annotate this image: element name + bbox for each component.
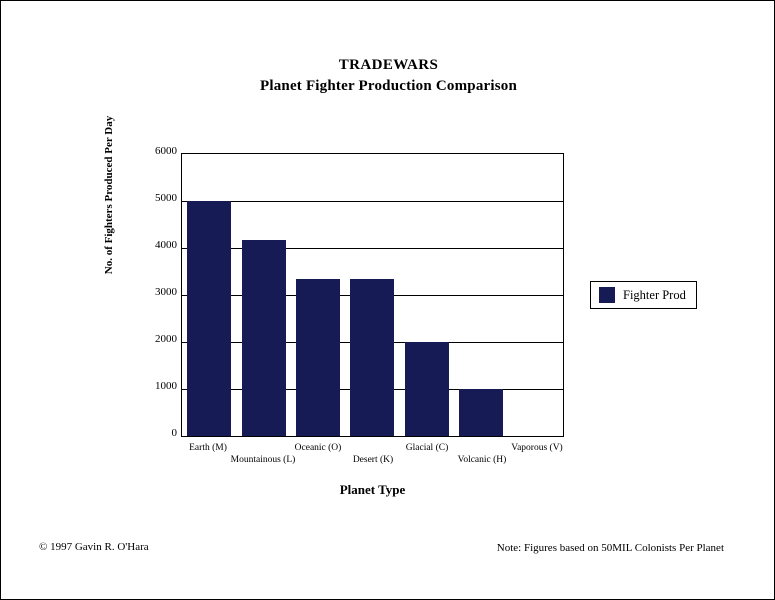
- bar-slot: [509, 154, 563, 436]
- x-tick-label: Earth (M): [189, 443, 227, 453]
- chart-subtitle: Planet Fighter Production Comparison: [259, 78, 518, 94]
- bar-slot: [291, 154, 345, 436]
- x-tick-label: Volcanic (H): [457, 455, 507, 465]
- x-tick-label: Mountainous (L): [230, 455, 296, 465]
- bar: [242, 240, 286, 436]
- bar-slot: [182, 154, 236, 436]
- y-axis-title: No. of Fighters Produced Per Day: [103, 115, 115, 275]
- chart-legend: [590, 281, 697, 309]
- copyright-text: © 1997 Gavin R. O'Hara: [39, 541, 149, 553]
- y-tick-label: 3000: [155, 286, 177, 298]
- y-tick-label: 5000: [155, 192, 177, 204]
- y-tick-label: 0: [171, 427, 177, 439]
- chart-title: TRADEWARS: [338, 57, 439, 73]
- chart-title-block: [1, 55, 775, 97]
- bar: [296, 279, 340, 436]
- bar: [405, 342, 449, 436]
- bar: [187, 201, 231, 436]
- x-tick-label: Glacial (C): [405, 443, 449, 453]
- bar: [350, 279, 394, 436]
- x-tick-label: Oceanic (O): [294, 443, 342, 453]
- y-tick-label: 1000: [155, 380, 177, 392]
- footnote-text: Note: Figures based on 50MIL Colonists Per Planet: [496, 542, 724, 554]
- legend-label: Fighter Prod: [623, 287, 686, 302]
- x-axis-title: Planet Type: [339, 482, 406, 497]
- x-tick-label: Desert (K): [352, 455, 394, 465]
- bar: [459, 389, 503, 436]
- bar-slot: [454, 154, 508, 436]
- x-axis-tick-labels: [181, 439, 564, 475]
- bar-slot: [345, 154, 399, 436]
- bar-slot: [236, 154, 290, 436]
- bar-series: [182, 154, 563, 436]
- y-tick-label: 2000: [155, 333, 177, 345]
- y-tick-label: 4000: [155, 239, 177, 251]
- y-axis-tick-labels: [135, 145, 177, 445]
- bar-slot: [400, 154, 454, 436]
- x-tick-label: Vaporous (V): [511, 443, 563, 453]
- plot-area: [181, 153, 564, 437]
- legend-swatch-icon: [599, 287, 615, 303]
- y-tick-label: 6000: [155, 145, 177, 157]
